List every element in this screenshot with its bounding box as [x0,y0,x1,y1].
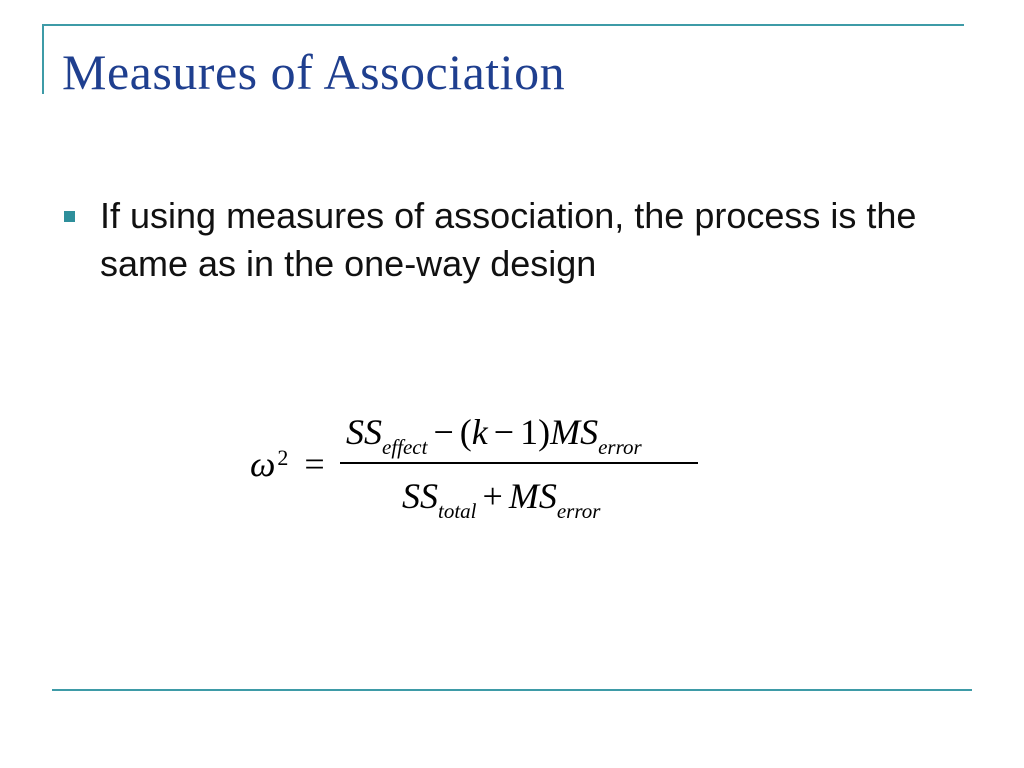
one-constant: 1 [520,412,539,452]
top-accent-line [42,24,964,26]
ms-error-subscript: error [598,435,642,459]
omega-squared-formula [250,404,710,534]
bullet-list [62,192,962,288]
close-paren: ) [538,412,551,452]
ss-total-symbol: SS [402,476,438,516]
minus-sign: − [433,412,454,452]
formula-numerator [346,410,642,459]
formula-lhs [250,442,325,486]
k-variable: k [471,412,488,452]
ms-error-symbol-denominator: MS [508,476,557,516]
left-accent-line [42,24,44,94]
bottom-accent-line [52,689,972,691]
bullet-item [62,192,962,288]
fraction-bar [340,462,698,464]
ss-effect-subscript: effect [382,435,428,459]
plus-sign: + [482,476,503,516]
omega-symbol: ω [250,444,276,484]
omega-exponent: 2 [277,445,289,470]
equals-sign: = [304,444,325,484]
square-bullet-icon [64,211,75,222]
ms-error-symbol: MS [550,412,599,452]
formula-denominator [402,474,600,523]
ss-effect-symbol: SS [346,412,382,452]
minus-sign-inner: − [493,412,515,452]
formula-fraction [340,404,700,534]
bullet-text: If using measures of association, the process is the same as in the one-way design [100,195,917,284]
slide-title: Measures of Association [62,44,566,100]
ms-error-subscript-denominator: error [556,499,601,523]
open-paren: ( [459,412,472,452]
ss-total-subscript: total [438,499,477,523]
